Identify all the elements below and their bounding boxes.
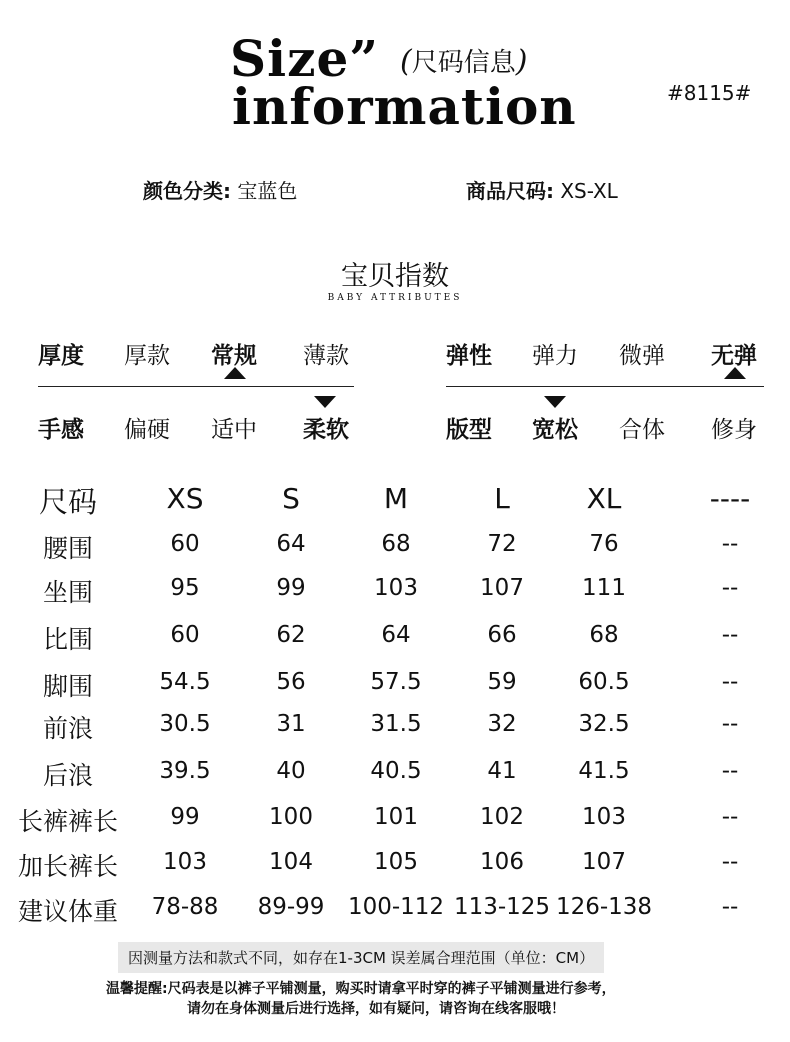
table-cell: 60 — [170, 531, 200, 557]
table-cell: 104 — [269, 849, 313, 875]
table-cell: 101 — [374, 804, 418, 830]
elasticity-indicator-icon — [724, 367, 746, 379]
tip-line-1 — [106, 978, 616, 998]
subtitle-paren-open: ( — [400, 44, 412, 79]
table-cell: 111 — [582, 575, 626, 601]
table-row-label: 腰围 — [42, 534, 93, 563]
table-corner-label: 尺码 — [38, 485, 97, 519]
section-subtitle-en: BABY ATTRIBUTES — [327, 293, 463, 303]
table-cell: 100 — [269, 804, 313, 830]
table-row-label: 比围 — [42, 625, 93, 654]
thickness-option-thin: 薄款 — [303, 343, 349, 369]
handfeel-option-hard: 偏硬 — [124, 417, 170, 443]
fit-option-regular: 合体 — [619, 417, 665, 443]
table-cell: 107 — [582, 849, 626, 875]
elasticity-label: 弹性 — [446, 343, 492, 369]
table-cell: 57.5 — [370, 669, 422, 695]
table-cell: 95 — [170, 575, 200, 601]
table-cell: 64 — [276, 531, 306, 557]
title-size: Size” — [230, 29, 380, 88]
handfeel-indicator-icon — [314, 396, 336, 408]
table-header-cell: L — [494, 482, 510, 515]
table-cell: -- — [721, 622, 739, 648]
table-cell: -- — [721, 711, 739, 737]
table-cell: 106 — [480, 849, 524, 875]
table-header-cell: M — [383, 482, 409, 515]
table-cell: 126-138 — [555, 894, 653, 920]
table-row-label: 前浪 — [42, 714, 93, 743]
table-cell: 41 — [487, 758, 517, 784]
thickness-option-regular: 常规 — [211, 343, 257, 369]
table-row-label: 长裤裤长 — [17, 807, 118, 836]
table-cell: 39.5 — [159, 758, 211, 784]
table-cell: 89-99 — [257, 894, 325, 920]
table-cell: -- — [721, 894, 739, 920]
size-value: XS-XL — [560, 179, 618, 203]
thickness-option-thick: 厚款 — [124, 343, 170, 369]
table-cell: 103 — [163, 849, 207, 875]
table-cell: -- — [721, 531, 739, 557]
handfeel-label: 手感 — [38, 417, 84, 443]
table-cell: 31 — [276, 711, 306, 737]
tip-line-2: 请勿在身体测量后进行选择，如有疑问，请咨询在线客服哦！ — [187, 1001, 565, 1017]
table-cell: -- — [721, 669, 739, 695]
color-value: 宝蓝色 — [237, 179, 298, 203]
table-cell: -- — [721, 804, 739, 830]
elasticity-option-slight: 微弹 — [619, 343, 665, 369]
table-cell: 105 — [374, 849, 418, 875]
table-cell: 78-88 — [151, 894, 219, 920]
table-cell: 30.5 — [159, 711, 211, 737]
table-cell: 40 — [276, 758, 306, 784]
table-cell: 100-112 — [347, 894, 445, 920]
table-cell: 41.5 — [578, 758, 630, 784]
table-cell: 56 — [276, 669, 306, 695]
tip-text-1: 尺码表是以裤子平铺测量，购买时请拿平时穿的裤子平铺测量进行参考， — [167, 981, 616, 997]
table-cell: 32.5 — [578, 711, 630, 737]
table-cell: 62 — [276, 622, 306, 648]
handfeel-option-medium: 适中 — [211, 417, 257, 443]
thickness-label: 厚度 — [38, 343, 84, 369]
size-attribute — [466, 175, 618, 204]
product-code: #8115# — [667, 81, 752, 105]
table-header-cell: XS — [166, 482, 204, 515]
table-cell: 99 — [170, 804, 200, 830]
subtitle-paren-close: ) — [515, 44, 528, 79]
table-cell: 31.5 — [370, 711, 422, 737]
table-cell: 107 — [480, 575, 524, 601]
thickness-indicator-icon — [224, 367, 246, 379]
elasticity-option-none: 无弹 — [711, 343, 757, 369]
table-cell: 102 — [480, 804, 524, 830]
table-cell: 60 — [170, 622, 200, 648]
table-cell: -- — [721, 758, 739, 784]
table-cell: 113-125 — [453, 894, 551, 920]
table-header-cell: ---- — [709, 482, 751, 515]
table-cell: -- — [721, 575, 739, 601]
divider-right — [446, 386, 764, 387]
fit-option-loose: 宽松 — [532, 417, 578, 443]
table-cell: 76 — [589, 531, 619, 557]
table-row-label: 后浪 — [42, 761, 93, 790]
color-attribute — [143, 175, 297, 204]
table-header-cell: XL — [586, 482, 622, 515]
table-cell: 103 — [582, 804, 626, 830]
size-label: 商品尺码: — [466, 179, 554, 203]
table-header-cell: S — [282, 482, 300, 515]
fit-indicator-icon — [544, 396, 566, 408]
section-title: 宝贝指数 — [341, 261, 449, 292]
table-cell: 40.5 — [370, 758, 422, 784]
table-cell: 72 — [487, 531, 517, 557]
tip-label: 温馨提醒: — [106, 981, 168, 997]
elasticity-option-stretch: 弹力 — [532, 343, 578, 369]
title-information: information — [232, 77, 577, 136]
table-cell: 68 — [381, 531, 411, 557]
table-cell: -- — [721, 849, 739, 875]
color-label: 颜色分类: — [143, 179, 231, 203]
table-cell: 32 — [487, 711, 517, 737]
fit-label: 版型 — [446, 417, 492, 443]
table-row-label: 加长裤长 — [17, 852, 118, 881]
table-row-label: 坐围 — [42, 578, 93, 607]
table-cell: 68 — [589, 622, 619, 648]
table-cell: 66 — [487, 622, 517, 648]
divider-left — [38, 386, 354, 387]
table-cell: 59 — [487, 669, 517, 695]
table-cell: 60.5 — [578, 669, 630, 695]
table-cell: 103 — [374, 575, 418, 601]
table-row-label: 脚围 — [42, 672, 93, 701]
table-cell: 64 — [381, 622, 411, 648]
table-cell: 99 — [276, 575, 306, 601]
handfeel-option-soft: 柔软 — [303, 417, 349, 443]
subtitle-text: 尺码信息 — [411, 48, 516, 78]
subtitle-size-info — [400, 42, 527, 79]
table-row-label: 建议体重 — [17, 897, 118, 926]
measure-note: 因测量方法和款式不同，如存在1-3CM 误差属合理范围（单位：CM） — [118, 942, 604, 973]
fit-option-slim: 修身 — [711, 417, 757, 443]
table-cell: 54.5 — [159, 669, 211, 695]
